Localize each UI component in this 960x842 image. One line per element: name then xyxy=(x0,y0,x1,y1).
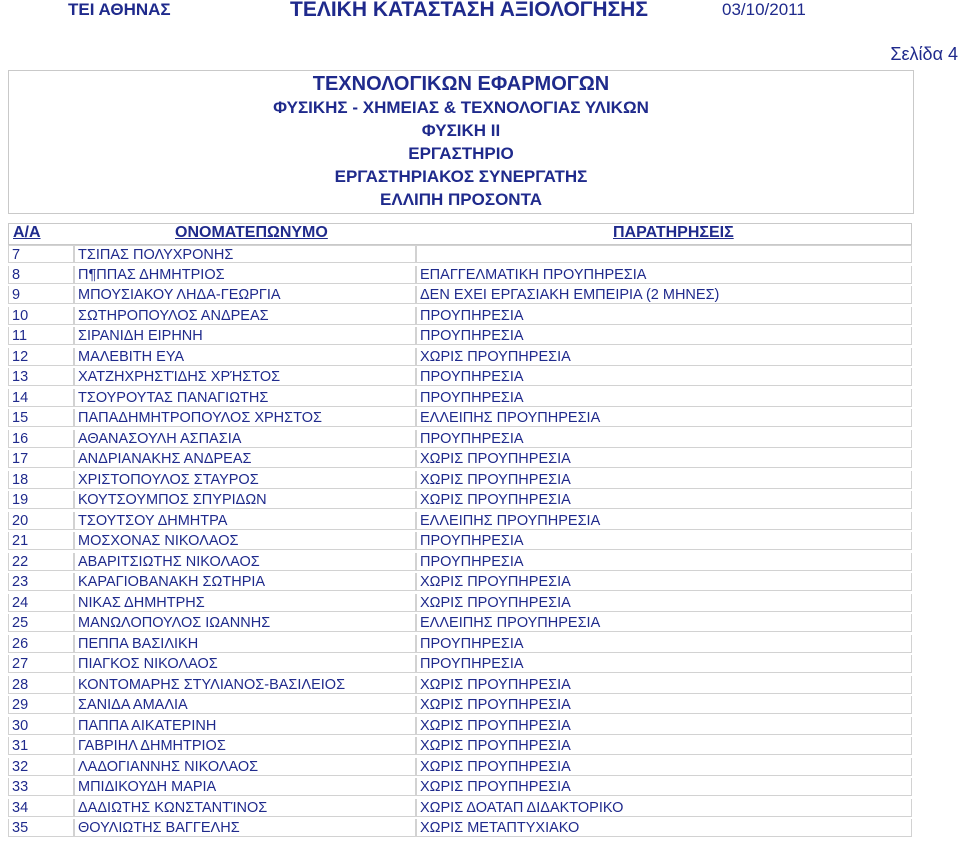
row-number: 14 xyxy=(8,389,74,407)
table-row xyxy=(8,491,912,512)
row-number: 7 xyxy=(8,245,74,263)
table-row xyxy=(8,799,912,820)
candidate-name: ΘΟΥΛΙΩΤΗΣ ΒΑΓΓΕΛΗΣ xyxy=(74,819,416,837)
candidate-name: ΑΘΑΝΑΣΟΥΛΗ ΑΣΠΑΣΙΑ xyxy=(74,430,416,448)
candidate-name: ΚΑΡΑΓΙΟΒΑΝΑΚΗ ΣΩΤΗΡΙΑ xyxy=(74,573,416,591)
row-number: 15 xyxy=(8,409,74,427)
position-title: ΕΡΓΑΣΤΗΡΙΑΚΟΣ ΣΥΝΕΡΓΑΤΗΣ xyxy=(334,167,588,186)
title-block xyxy=(8,70,914,214)
remarks: ΠΡΟΥΠΗΡΕΣΙΑ xyxy=(416,307,912,325)
candidate-name: ΓΑΒΡΙΗΛ ΔΗΜΗΤΡΙΟΣ xyxy=(74,737,416,755)
candidate-name: ΧΡΙΣΤΟΠΟΥΛΟΣ ΣΤΑΥΡΟΣ xyxy=(74,471,416,489)
table-row xyxy=(8,696,912,717)
candidate-name: ΠΑΠΑΔΗΜΗΤΡΟΠΟΥΛΟΣ ΧΡΗΣΤΟΣ xyxy=(74,409,416,427)
candidate-name: ΠΑΠΠΑ ΑΙΚΑΤΕΡΙΝΗ xyxy=(74,717,416,735)
remarks: ΧΩΡΙΣ ΠΡΟΥΠΗΡΕΣΙΑ xyxy=(416,573,912,591)
column-header-aa: Α/Α xyxy=(13,224,41,241)
table-row xyxy=(8,614,912,635)
row-number: 18 xyxy=(8,471,74,489)
table-row xyxy=(8,286,912,307)
row-number: 13 xyxy=(8,368,74,386)
candidate-name: Π¶ΠΠΑΣ ΔΗΜΗΤΡΙΟΣ xyxy=(74,266,416,284)
candidate-name: ΧΑΤΖΗΧΡΗΣΤΊΔΗΣ ΧΡΉΣΤΟΣ xyxy=(74,368,416,386)
table-row xyxy=(8,245,912,266)
candidate-name: ΣΑΝΙΔΑ ΑΜΑΛΙΑ xyxy=(74,696,416,714)
table-row xyxy=(8,450,912,471)
remarks: ΧΩΡΙΣ ΠΡΟΥΠΗΡΕΣΙΑ xyxy=(416,594,912,612)
row-number: 34 xyxy=(8,799,74,817)
table-row xyxy=(8,471,912,492)
candidate-name: ΚΟΥΤΣΟΥΜΠΟΣ ΣΠΥΡΙΔΩΝ xyxy=(74,491,416,509)
remarks: ΧΩΡΙΣ ΠΡΟΥΠΗΡΕΣΙΑ xyxy=(416,348,912,366)
table-row xyxy=(8,307,912,328)
report-title: ΤΕΛΙΚΗ ΚΑΤΑΣΤΑΣΗ ΑΞΙΟΛΟΓΗΣΗΣ xyxy=(290,0,648,21)
remarks: ΧΩΡΙΣ ΠΡΟΥΠΗΡΕΣΙΑ xyxy=(416,696,912,714)
candidate-name: ΜΑΝΩΛΟΠΟΥΛΟΣ ΙΩΑΝΝΗΣ xyxy=(74,614,416,632)
remarks: ΠΡΟΥΠΗΡΕΣΙΑ xyxy=(416,635,912,653)
table-row xyxy=(8,532,912,553)
table-row xyxy=(8,430,912,451)
table-row xyxy=(8,676,912,697)
table-row xyxy=(8,819,912,840)
row-number: 28 xyxy=(8,676,74,694)
candidate-name: ΜΑΛΕΒΙΤΗ ΕΥΑ xyxy=(74,348,416,366)
row-number: 16 xyxy=(8,430,74,448)
candidate-name: ΝΙΚΑΣ ΔΗΜΗΤΡΗΣ xyxy=(74,594,416,612)
candidate-name: ΛΑΔΟΓΙΑΝΝΗΣ ΝΙΚΟΛΑΟΣ xyxy=(74,758,416,776)
remarks xyxy=(416,245,912,263)
candidate-name: ΚΟΝΤΟΜΑΡΗΣ ΣΤΥΛΙΑΝΟΣ-ΒΑΣΙΛΕΙΟΣ xyxy=(74,676,416,694)
table-row xyxy=(8,266,912,287)
section-title: ΦΥΣΙΚΗΣ - ΧΗΜΕΙΑΣ & ΤΕΧΝΟΛΟΓΙΑΣ ΥΛΙΚΩΝ xyxy=(273,98,649,117)
row-number: 32 xyxy=(8,758,74,776)
row-number: 29 xyxy=(8,696,74,714)
table-row xyxy=(8,368,912,389)
page-header xyxy=(0,0,960,22)
candidate-name: ΤΣΟΥΡΟΥΤΑΣ ΠΑΝΑΓΙΩΤΗΣ xyxy=(74,389,416,407)
remarks: ΧΩΡΙΣ ΠΡΟΥΠΗΡΕΣΙΑ xyxy=(416,450,912,468)
row-number: 17 xyxy=(8,450,74,468)
row-number: 10 xyxy=(8,307,74,325)
row-number: 9 xyxy=(8,286,74,304)
row-number: 19 xyxy=(8,491,74,509)
organization-name: ΤΕΙ ΑΘΗΝΑΣ xyxy=(68,0,171,19)
row-number: 24 xyxy=(8,594,74,612)
remarks: ΧΩΡΙΣ ΠΡΟΥΠΗΡΕΣΙΑ xyxy=(416,737,912,755)
remarks: ΠΡΟΥΠΗΡΕΣΙΑ xyxy=(416,655,912,673)
row-number: 33 xyxy=(8,778,74,796)
candidate-name: ΔΑΔΙΩΤΗΣ ΚΩΝΣΤΑΝΤΊΝΟΣ xyxy=(74,799,416,817)
remarks: ΠΡΟΥΠΗΡΕΣΙΑ xyxy=(416,368,912,386)
candidate-name: ΜΠΙΔΙΚΟΥΔΗ ΜΑΡΙΑ xyxy=(74,778,416,796)
remarks: ΧΩΡΙΣ ΠΡΟΥΠΗΡΕΣΙΑ xyxy=(416,717,912,735)
column-header-name: ΟΝΟΜΑΤΕΠΩΝΥΜΟ xyxy=(175,224,328,241)
row-number: 8 xyxy=(8,266,74,284)
row-number: 23 xyxy=(8,573,74,591)
remarks: ΠΡΟΥΠΗΡΕΣΙΑ xyxy=(416,553,912,571)
row-number: 12 xyxy=(8,348,74,366)
remarks: ΠΡΟΥΠΗΡΕΣΙΑ xyxy=(416,532,912,550)
remarks: ΕΛΛΕΙΠΗΣ ΠΡΟΥΠΗΡΕΣΙΑ xyxy=(416,409,912,427)
column-header-remarks: ΠΑΡΑΤΗΡΗΣΕΙΣ xyxy=(613,224,734,241)
row-number: 20 xyxy=(8,512,74,530)
remarks: ΧΩΡΙΣ ΔΟΑΤΑΠ ΔΙΔΑΚΤΟΡΙΚΟ xyxy=(416,799,912,817)
remarks: ΠΡΟΥΠΗΡΕΣΙΑ xyxy=(416,389,912,407)
remarks: ΧΩΡΙΣ ΠΡΟΥΠΗΡΕΣΙΑ xyxy=(416,491,912,509)
table-row xyxy=(8,655,912,676)
table-row xyxy=(8,389,912,410)
table-body xyxy=(8,245,912,840)
candidate-name: ΤΣΟΥΤΣΟΥ ΔΗΜΗΤΡΑ xyxy=(74,512,416,530)
table-row xyxy=(8,635,912,656)
candidate-name: ΑΒΑΡΙΤΣΙΩΤΗΣ ΝΙΚΟΛΑΟΣ xyxy=(74,553,416,571)
remarks: ΕΛΛΕΙΠΗΣ ΠΡΟΥΠΗΡΕΣΙΑ xyxy=(416,614,912,632)
course-title: ΦΥΣΙΚΗ ΙΙ xyxy=(421,121,501,140)
course-type: ΕΡΓΑΣΤΗΡΙΟ xyxy=(408,144,514,163)
candidate-name: ΤΣΙΠΑΣ ΠΟΛΥΧΡΟΝΗΣ xyxy=(74,245,416,263)
candidate-name: ΠΕΠΠΑ ΒΑΣΙΛΙΚΗ xyxy=(74,635,416,653)
table-row xyxy=(8,512,912,533)
remarks: ΧΩΡΙΣ ΠΡΟΥΠΗΡΕΣΙΑ xyxy=(416,676,912,694)
page-number: Σελίδα 4 xyxy=(890,44,958,64)
table-row xyxy=(8,778,912,799)
table-row xyxy=(8,348,912,369)
row-number: 26 xyxy=(8,635,74,653)
row-number: 22 xyxy=(8,553,74,571)
remarks: ΧΩΡΙΣ ΜΕΤΑΠΤΥΧΙΑΚΟ xyxy=(416,819,912,837)
remarks: ΕΠΑΓΓΕΛΜΑΤΙΚΗ ΠΡΟΥΠΗΡΕΣΙΑ xyxy=(416,266,912,284)
table-row xyxy=(8,737,912,758)
candidate-name: ΠΙΑΓΚΟΣ ΝΙΚΟΛΑΟΣ xyxy=(74,655,416,673)
remarks: ΧΩΡΙΣ ΠΡΟΥΠΗΡΕΣΙΑ xyxy=(416,778,912,796)
table-header xyxy=(8,223,912,245)
remarks: ΕΛΛΕΙΠΗΣ ΠΡΟΥΠΗΡΕΣΙΑ xyxy=(416,512,912,530)
row-number: 27 xyxy=(8,655,74,673)
evaluation-table xyxy=(8,223,912,840)
candidate-name: ΑΝΔΡΙΑΝΑΚΗΣ ΑΝΔΡΕΑΣ xyxy=(74,450,416,468)
candidate-name: ΣΙΡΑΝΙΔΗ ΕΙΡΗΝΗ xyxy=(74,327,416,345)
candidate-name: ΣΩΤΗΡΟΠΟΥΛΟΣ ΑΝΔΡΕΑΣ xyxy=(74,307,416,325)
remarks: ΔΕΝ ΕΧΕΙ ΕΡΓΑΣΙΑΚΗ ΕΜΠΕΙΡΙΑ (2 ΜΗΝΕΣ) xyxy=(416,286,912,304)
status-title: ΕΛΛΙΠΗ ΠΡΟΣΟΝΤΑ xyxy=(380,190,542,209)
report-date: 03/10/2011 xyxy=(722,0,806,19)
row-number: 31 xyxy=(8,737,74,755)
row-number: 35 xyxy=(8,819,74,837)
table-row xyxy=(8,758,912,779)
table-row xyxy=(8,409,912,430)
remarks: ΧΩΡΙΣ ΠΡΟΥΠΗΡΕΣΙΑ xyxy=(416,758,912,776)
row-number: 21 xyxy=(8,532,74,550)
row-number: 30 xyxy=(8,717,74,735)
candidate-name: ΜΟΣΧΟΝΑΣ ΝΙΚΟΛΑΟΣ xyxy=(74,532,416,550)
table-row xyxy=(8,327,912,348)
remarks: ΠΡΟΥΠΗΡΕΣΙΑ xyxy=(416,430,912,448)
remarks: ΧΩΡΙΣ ΠΡΟΥΠΗΡΕΣΙΑ xyxy=(416,471,912,489)
table-row xyxy=(8,594,912,615)
row-number: 25 xyxy=(8,614,74,632)
candidate-name: ΜΠΟΥΣΙΑΚΟΥ ΛΗΔΑ-ΓΕΩΡΓΙΑ xyxy=(74,286,416,304)
table-row xyxy=(8,717,912,738)
remarks: ΠΡΟΥΠΗΡΕΣΙΑ xyxy=(416,327,912,345)
row-number: 11 xyxy=(8,327,74,345)
table-row xyxy=(8,573,912,594)
department-title: ΤΕΧΝΟΛΟΓΙΚΩΝ ΕΦΑΡΜΟΓΩΝ xyxy=(312,73,610,95)
table-row xyxy=(8,553,912,574)
